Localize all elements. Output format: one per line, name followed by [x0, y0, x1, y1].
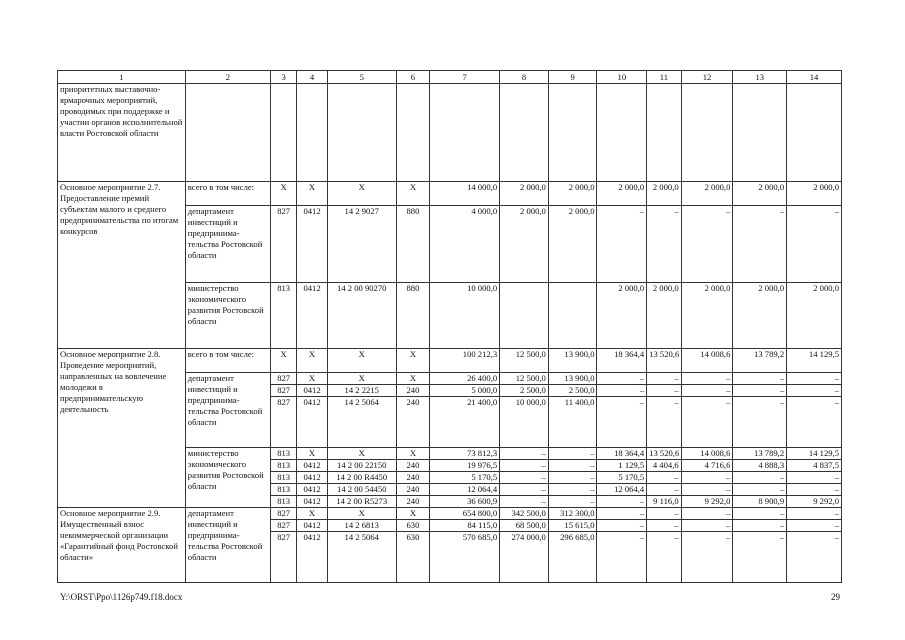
table-cell: 0412 [297, 532, 327, 583]
table-cell: 18 364,4 [597, 448, 647, 460]
table-cell: 240 [396, 460, 429, 472]
table-cell: 2 000,0 [787, 182, 842, 206]
table-cell: Х [327, 349, 396, 373]
table-cell: 2 000,0 [787, 283, 842, 349]
table-cell: – [548, 448, 597, 460]
executor: департамент инвестиций и предпринима-тельства Ростовской области [185, 206, 270, 283]
table-cell: 0412 [297, 496, 327, 508]
table-cell: 14 2 00 22150 [327, 460, 396, 472]
table-cell: 18 364,4 [597, 349, 647, 373]
column-number: 2 [185, 71, 270, 84]
column-number: 6 [396, 71, 429, 84]
table-cell: 14 2 00 R4450 [327, 472, 396, 484]
table-cell: 2 500,0 [548, 385, 597, 397]
table-cell [297, 84, 327, 182]
table-cell: Х [297, 349, 327, 373]
table-cell: – [681, 472, 733, 484]
table-cell: – [647, 484, 681, 496]
table-row [58, 84, 842, 182]
table-cell: 0412 [297, 472, 327, 484]
table-cell: – [787, 508, 842, 520]
table-cell [647, 84, 681, 182]
table-cell: 4 404,6 [647, 460, 681, 472]
table-cell: 240 [396, 397, 429, 448]
table-cell: – [681, 520, 733, 532]
table-cell: 880 [396, 206, 429, 283]
executor: департамент инвестиций и предпринима-тельства Ростовской области [185, 508, 270, 583]
table-cell: – [733, 385, 787, 397]
table-cell: 2 000,0 [597, 283, 647, 349]
table-cell: 5 170,5 [430, 472, 500, 484]
table-cell: 240 [396, 385, 429, 397]
table-cell: 630 [396, 520, 429, 532]
table-cell: 2 000,0 [500, 182, 549, 206]
table-cell: 2 000,0 [647, 283, 681, 349]
table-cell: 8 900,9 [733, 496, 787, 508]
table-cell: – [733, 520, 787, 532]
table-cell: – [733, 206, 787, 283]
table-cell: 14 2 00 90270 [327, 283, 396, 349]
table-cell: 813 [270, 472, 296, 484]
table-cell: 813 [270, 496, 296, 508]
table-cell: 26 400,0 [430, 373, 500, 385]
table-cell: 827 [270, 397, 296, 448]
table-cell: 12 500,0 [500, 349, 549, 373]
table-cell: 2 000,0 [500, 206, 549, 283]
table-cell: 11 400,0 [548, 397, 597, 448]
table-cell: 827 [270, 532, 296, 583]
measure-name: Основное мероприятие 2.8. Проведение мероприятий, направленных на вовлечение молодежи в предпринимательскую деятельность [58, 349, 186, 508]
table-cell [500, 283, 549, 349]
table-cell: 19 976,5 [430, 460, 500, 472]
column-number: 11 [647, 71, 681, 84]
table-cell: – [733, 484, 787, 496]
table-cell: 14 2 9027 [327, 206, 396, 283]
table-cell: – [681, 397, 733, 448]
table-cell: Х [396, 508, 429, 520]
table-cell: 68 500,0 [500, 520, 549, 532]
table-cell: 4 888,3 [733, 460, 787, 472]
table-cell: 827 [270, 520, 296, 532]
table-row [58, 349, 842, 373]
table-cell: 813 [270, 283, 296, 349]
table-cell: – [681, 532, 733, 583]
table-cell: – [787, 385, 842, 397]
table-cell: Х [270, 349, 296, 373]
table-cell: 2 000,0 [681, 182, 733, 206]
table-cell: 15 615,0 [548, 520, 597, 532]
table-cell: 880 [396, 283, 429, 349]
table-cell [681, 84, 733, 182]
table-cell: 14 000,0 [430, 182, 500, 206]
table-cell: – [681, 206, 733, 283]
table-cell: – [647, 385, 681, 397]
table-cell [787, 84, 842, 182]
table-cell: 13 789,2 [733, 448, 787, 460]
table-cell: 827 [270, 373, 296, 385]
table-cell: – [500, 472, 549, 484]
table-cell: 12 500,0 [500, 373, 549, 385]
table-cell [270, 84, 296, 182]
table-cell: – [733, 508, 787, 520]
table-cell: 10 000,0 [500, 397, 549, 448]
table-cell: 14 2 00 R5273 [327, 496, 396, 508]
table-cell: 9 292,0 [787, 496, 842, 508]
table-cell: – [787, 520, 842, 532]
budget-table [57, 70, 842, 583]
table-cell: – [548, 496, 597, 508]
table-cell: 2 000,0 [548, 206, 597, 283]
table-cell: – [500, 448, 549, 460]
table-cell [430, 84, 500, 182]
table-cell: Х [297, 373, 327, 385]
table-cell: 0412 [297, 385, 327, 397]
table-cell: 5 170,5 [597, 472, 647, 484]
table-cell: – [647, 508, 681, 520]
table-cell: 73 812,3 [430, 448, 500, 460]
table-cell: 14 008,6 [681, 448, 733, 460]
table-cell: 274 000,0 [500, 532, 549, 583]
table-cell: – [647, 520, 681, 532]
table-cell: 13 789,2 [733, 349, 787, 373]
table-cell [327, 84, 396, 182]
table-cell: 9 292,0 [681, 496, 733, 508]
table-cell: 9 116,0 [647, 496, 681, 508]
column-number: 13 [733, 71, 787, 84]
table-cell: Х [270, 182, 296, 206]
table-cell: 14 008,6 [681, 349, 733, 373]
executor: всего в том числе: [185, 182, 270, 206]
table-cell: 12 064,4 [430, 484, 500, 496]
measure-name: Основное мероприятие 2.9. Имущественный взнос некоммерческой организации «Гарантийный фонд Ростовской области» [58, 508, 186, 583]
table-cell: – [500, 460, 549, 472]
table-cell: 5 000,0 [430, 385, 500, 397]
column-number: 3 [270, 71, 296, 84]
table-cell: 570 685,0 [430, 532, 500, 583]
table-cell: 240 [396, 496, 429, 508]
column-number: 14 [787, 71, 842, 84]
table-cell: Х [396, 448, 429, 460]
table-cell: – [647, 532, 681, 583]
table-cell: 342 500,0 [500, 508, 549, 520]
table-cell: – [548, 484, 597, 496]
table-cell: – [597, 206, 647, 283]
table-cell: 14 2 5064 [327, 397, 396, 448]
table-cell: 2 000,0 [733, 283, 787, 349]
table-cell: Х [297, 508, 327, 520]
table-cell: 2 000,0 [733, 182, 787, 206]
table-cell: 240 [396, 472, 429, 484]
table-cell: 2 000,0 [647, 182, 681, 206]
table-cell: Х [327, 508, 396, 520]
table-cell: – [548, 472, 597, 484]
table-cell: 2 000,0 [597, 182, 647, 206]
table-cell: – [787, 532, 842, 583]
table-cell: Х [327, 448, 396, 460]
table-cell: 312 300,0 [548, 508, 597, 520]
column-number: 9 [548, 71, 597, 84]
table-cell: – [787, 397, 842, 448]
table-cell: – [681, 385, 733, 397]
table-cell: – [681, 484, 733, 496]
table-cell: Х [396, 349, 429, 373]
table-cell [597, 84, 647, 182]
column-number: 10 [597, 71, 647, 84]
table-cell: 827 [270, 385, 296, 397]
table-cell: 2 000,0 [681, 283, 733, 349]
table-cell: – [733, 532, 787, 583]
table-cell: – [597, 496, 647, 508]
table-cell: 0412 [297, 283, 327, 349]
table-cell: – [647, 472, 681, 484]
table-cell: 4 716,6 [681, 460, 733, 472]
table-cell [548, 84, 597, 182]
table-cell: – [597, 397, 647, 448]
table-cell: – [733, 472, 787, 484]
table-cell: 630 [396, 532, 429, 583]
table-cell: – [597, 385, 647, 397]
table-cell [500, 84, 549, 182]
column-number: 4 [297, 71, 327, 84]
table-cell: 2 500,0 [500, 385, 549, 397]
table-cell: – [597, 520, 647, 532]
table-cell: 813 [270, 484, 296, 496]
table-cell: – [500, 496, 549, 508]
executor [185, 84, 270, 182]
table-cell: 0412 [297, 397, 327, 448]
table-cell: – [597, 508, 647, 520]
page-number: 29 [831, 592, 840, 602]
table-cell: 4 000,0 [430, 206, 500, 283]
table-cell: – [597, 532, 647, 583]
executor: министерство экономического развития Ростовской области [185, 283, 270, 349]
table-cell: 14 2 2215 [327, 385, 396, 397]
table-cell: 813 [270, 460, 296, 472]
table-cell: 14 129,5 [787, 349, 842, 373]
measure-name: Основное мероприятие 2.7. Предоставление премий субъектам малого и среднего предпринимательства по итогам конкурсов [58, 182, 186, 349]
table-cell: 36 600,9 [430, 496, 500, 508]
page-footer [60, 592, 840, 602]
table-cell: 100 212,3 [430, 349, 500, 373]
table-cell: 654 800,0 [430, 508, 500, 520]
table-cell: 1 129,5 [597, 460, 647, 472]
table-cell: 14 2 5064 [327, 532, 396, 583]
column-number: 8 [500, 71, 549, 84]
table-cell: 13 900,0 [548, 373, 597, 385]
table-cell: 13 520,6 [647, 448, 681, 460]
table-cell: 827 [270, 206, 296, 283]
header-row [58, 71, 842, 84]
table-cell: – [647, 373, 681, 385]
table-cell: – [500, 484, 549, 496]
file-path: Y:\ORST\Ppo\1126p749.f18.docx [60, 592, 183, 602]
table-cell: – [681, 508, 733, 520]
column-number: 5 [327, 71, 396, 84]
table-cell: Х [297, 182, 327, 206]
table-cell: Х [297, 448, 327, 460]
table-cell: 0412 [297, 520, 327, 532]
column-number: 1 [58, 71, 186, 84]
table-cell: 14 129,5 [787, 448, 842, 460]
table-cell: – [787, 484, 842, 496]
table-cell: 240 [396, 484, 429, 496]
executor: министерство экономического развития Ростовской области [185, 448, 270, 508]
table-cell: – [597, 373, 647, 385]
table-cell: Х [327, 373, 396, 385]
column-number: 7 [430, 71, 500, 84]
table-cell: – [733, 397, 787, 448]
table-cell: 827 [270, 508, 296, 520]
table-cell: – [733, 373, 787, 385]
table-cell: 14 2 6813 [327, 520, 396, 532]
table-cell: 0412 [297, 460, 327, 472]
executor: департамент инвестиций и предпринима-тельства Ростовской области [185, 373, 270, 448]
table-cell: – [787, 472, 842, 484]
table-cell: 4 837,5 [787, 460, 842, 472]
table-cell: 813 [270, 448, 296, 460]
executor: всего в том числе: [185, 349, 270, 373]
table-cell: 84 115,0 [430, 520, 500, 532]
table-cell: Х [396, 373, 429, 385]
table-cell: 21 400,0 [430, 397, 500, 448]
table-cell: 13 900,0 [548, 349, 597, 373]
table-cell: 0412 [297, 484, 327, 496]
table-cell [396, 84, 429, 182]
table-cell: 13 520,6 [647, 349, 681, 373]
table-cell: 0412 [297, 206, 327, 283]
table-cell: 14 2 00 54450 [327, 484, 396, 496]
table-cell: Х [396, 182, 429, 206]
table-cell: 12 064,4 [597, 484, 647, 496]
table-cell: – [647, 206, 681, 283]
table-cell [548, 283, 597, 349]
table-cell: 2 000,0 [548, 182, 597, 206]
table-cell: 296 685,0 [548, 532, 597, 583]
column-number: 12 [681, 71, 733, 84]
table-cell: – [548, 460, 597, 472]
table-row [58, 182, 842, 206]
table-cell: 10 000,0 [430, 283, 500, 349]
table-cell: – [681, 373, 733, 385]
table-cell: Х [327, 182, 396, 206]
table-cell [733, 84, 787, 182]
measure-name: приоритетных выставочно-ярмарочных мероприятий, проводимых при поддержке и участии органов исполнительной власти Ростовской области [58, 84, 186, 182]
table-cell: – [787, 373, 842, 385]
table-cell: – [787, 206, 842, 283]
table-cell: – [647, 397, 681, 448]
table-row [58, 508, 842, 520]
